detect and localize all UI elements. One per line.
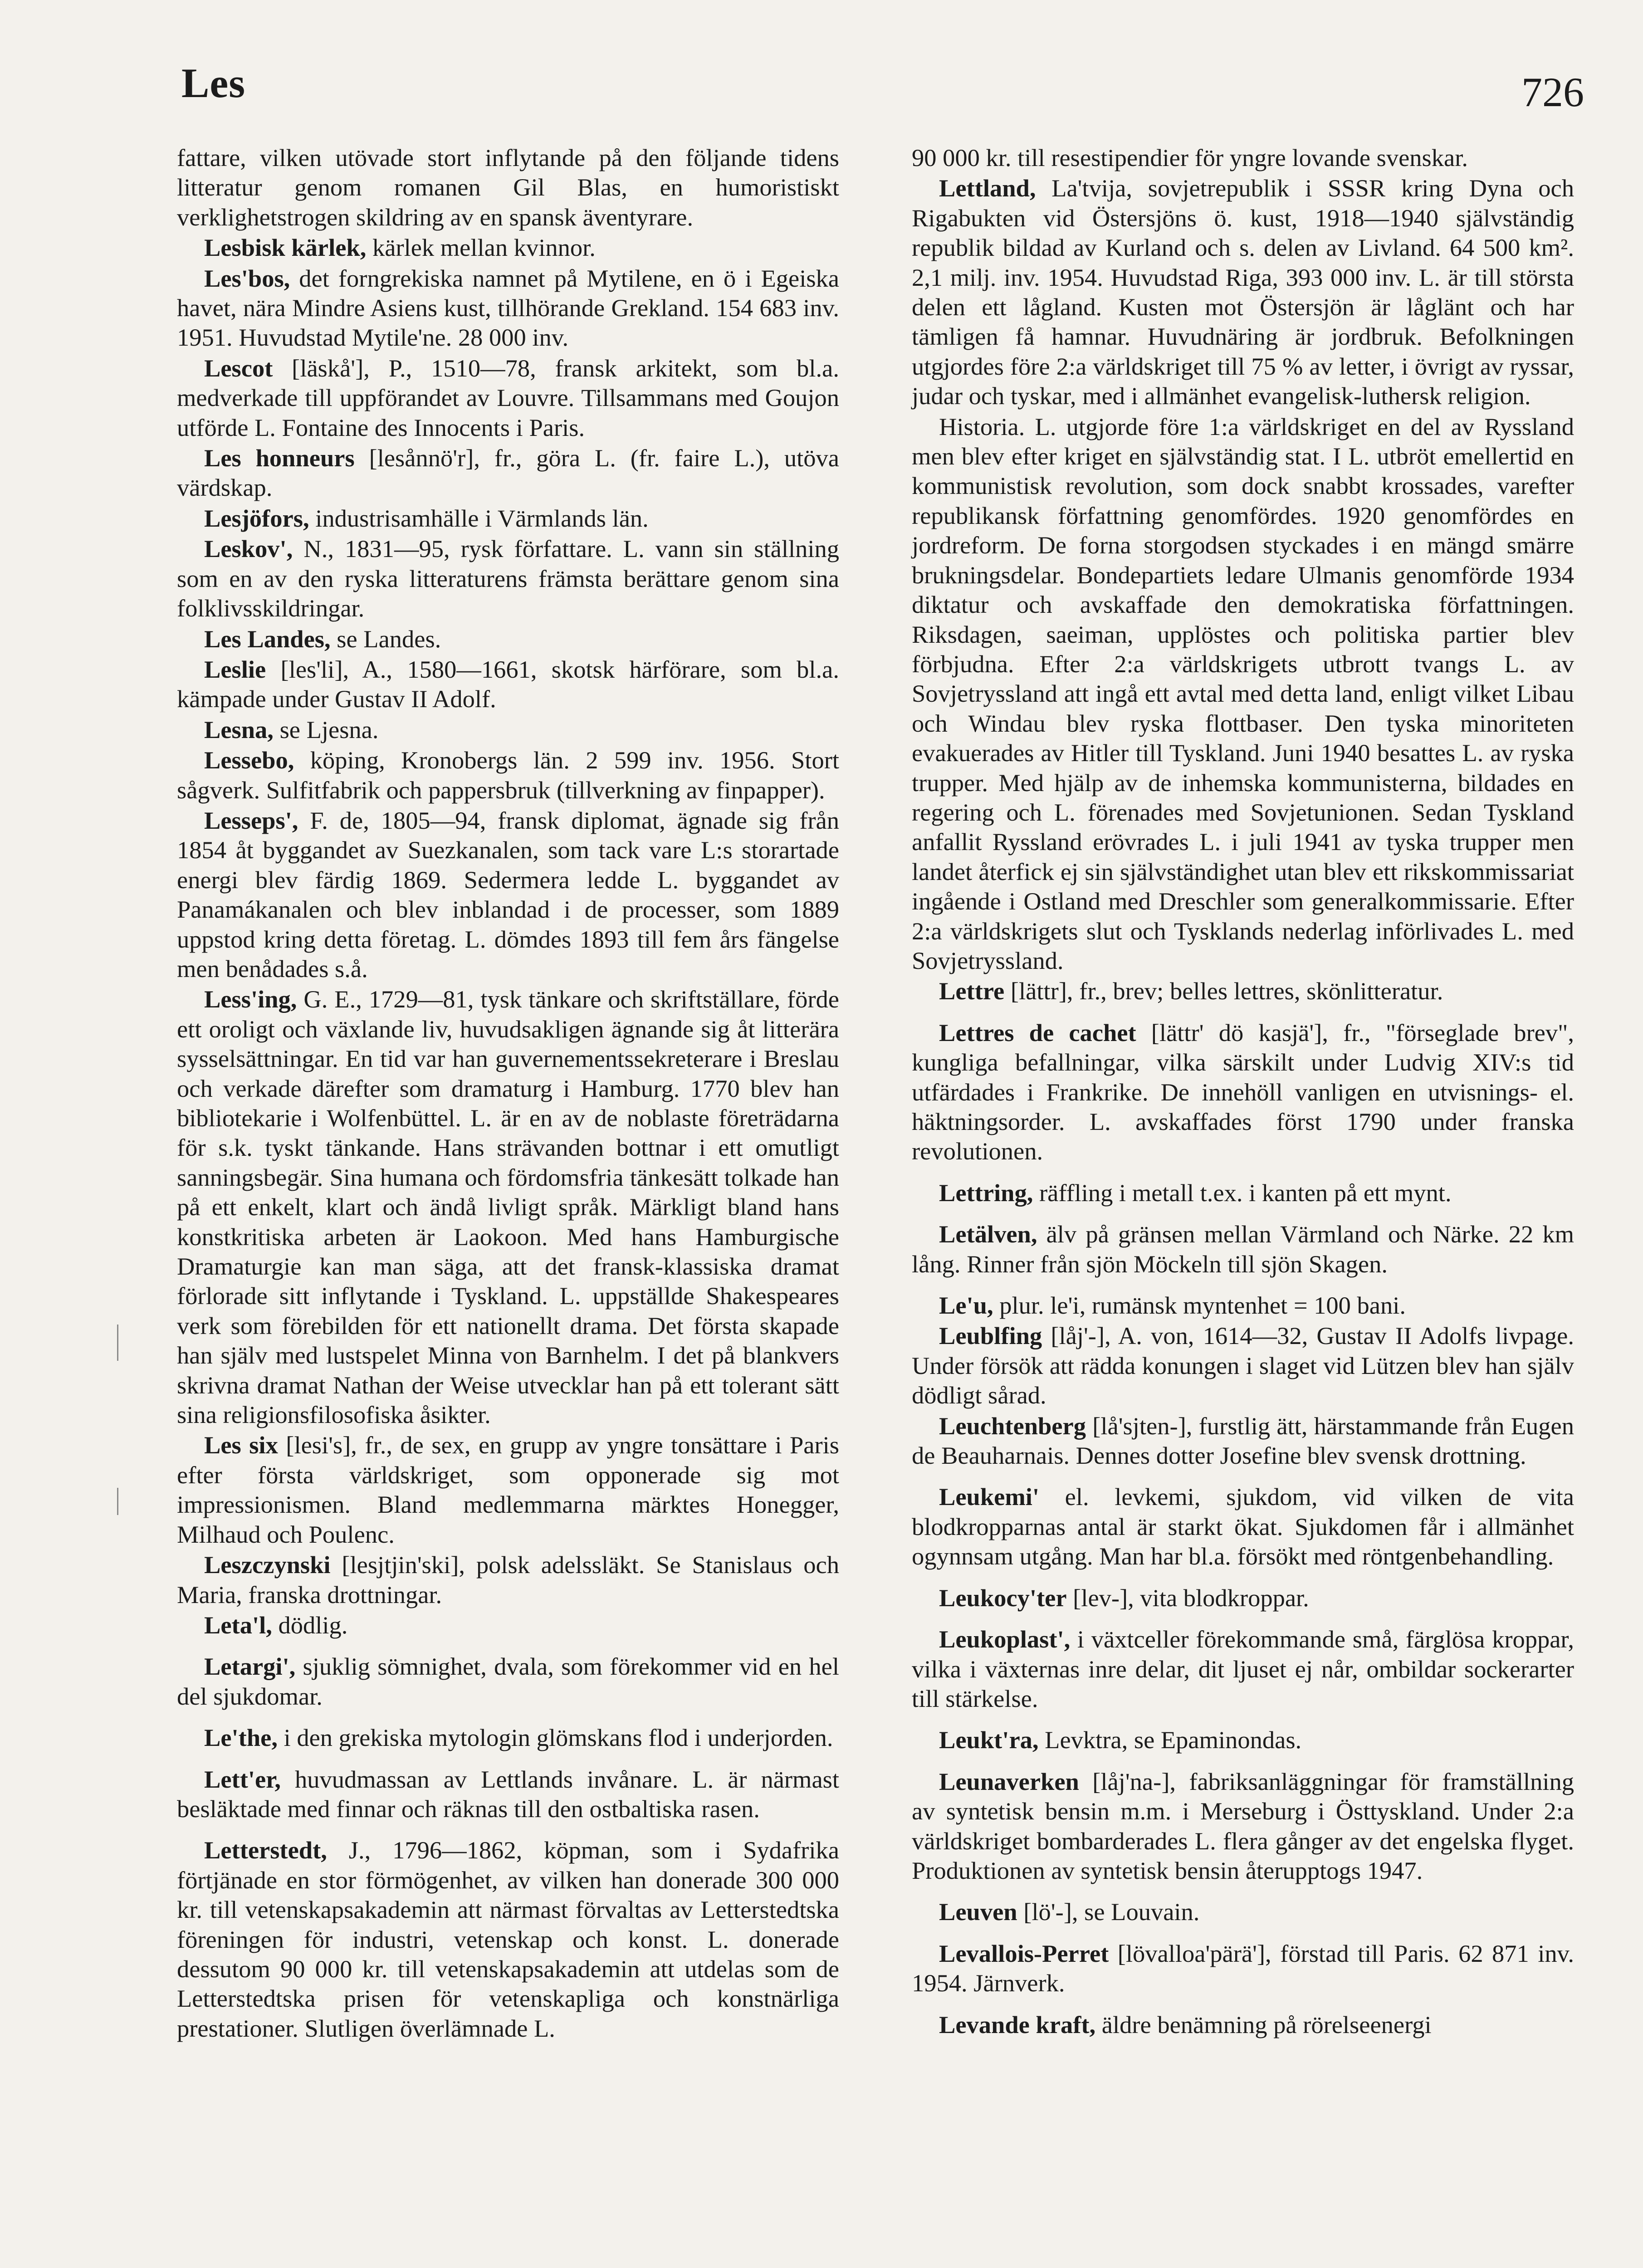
running-head: Les (181, 60, 245, 106)
entry-text: Historia. L. utgjorde före 1:a världskriget en del av Ryssland men blev efter kriget en självständig stat. I L. utbröt emellertid en kommunistisk revolution, som dock snabbt krossades, varefter republikansk författning genomfördes. 1920 genomfördes en jordreform. De forna storgodsen styckades i en mängd smärre brukningsdelar. Bondepartiets ledare Ulmanis genomförde 1934 diktatur och avskaffade den demokratiska författningen. Riksdagen, saeiman, upplöstes och politiska partier blev förbjudna. Efter 2:a världskrigets utbrott tvangs L. av Sovjetryssland att ingå ett avtal med detta land, enligt vilket Libau och Windau blev ryska flottbaser. Den tyska minoriteten evakuerades av Hitler till Tyskland. Juni 1940 besattes L. av ryska trupper. Med hjälp av de inhemska kommunisterna, bildades en regering och L. förenades med Sovjetunionen. Sedan Tyskland anfallit Ryssland erövrades L. i juli 1941 av tyska trupper men landet återfick ej sin självständighet utan blev ett rikskommissariat ingående i Ostland med Dreschler som generalkommissarie. Efter 2:a världskrigets slut och Tysklands nederlag införlivades L. med Sovjetryssland. (912, 412, 1574, 974)
entry-headword: Leunaverken (939, 1767, 1079, 1795)
dictionary-entry (177, 624, 839, 654)
dictionary-entry (177, 1652, 839, 1711)
entry-text: kärlek mellan kvinnor. (366, 234, 596, 262)
margin-mark (117, 1325, 118, 1361)
entry-headword: Les'bos, (204, 264, 290, 292)
dictionary-entry (177, 715, 839, 744)
entry-text: [lö'-], se Louvain. (1017, 1898, 1200, 1926)
entry-headword: Letälven, (939, 1220, 1037, 1248)
entry-headword: Lettland, (939, 174, 1036, 202)
dictionary-entry (177, 1723, 839, 1752)
entry-text: [les'li], A., 1580—1661, skotsk härförare, som bl.a. kämpade under Gustav II Adolf. (177, 655, 839, 713)
entry-headword: Letargi', (204, 1652, 296, 1681)
entry-headword: Le'u, (939, 1291, 993, 1320)
dictionary-entry (177, 655, 839, 714)
entry-headword: Letterstedt, (204, 1836, 327, 1864)
dictionary-entry (912, 976, 1574, 1006)
dictionary-entry (912, 2010, 1574, 2039)
margin-mark (117, 1488, 118, 1515)
dictionary-entry (912, 1178, 1574, 1207)
dictionary-entry (177, 264, 839, 352)
entry-text: [lesi's], fr., de sex, en grupp av yngre tonsättare i Paris efter första världskriget, som opponerade sig mot impressionismen. Bland medlemmarna märktes Honegger, Milhaud och Poulenc. (177, 1431, 839, 1548)
entry-text: räffling i metall t.ex. i kanten på ett mynt. (1033, 1178, 1452, 1207)
right-column (912, 143, 1574, 2040)
entry-headword: Leublfing (939, 1322, 1042, 1350)
dictionary-entry (177, 806, 839, 983)
entry-text: se Landes. (330, 625, 441, 653)
left-column (177, 143, 839, 2044)
dictionary-entry (912, 1767, 1574, 1886)
dictionary-entry (912, 1583, 1574, 1613)
entry-text: [läskå'], P., 1510—78, fransk arkitekt, som bl.a. medverkade till uppförandet av Louvre. Tillsammans med Goujon utförde L. Fontaine des Innocents i Paris. (177, 354, 839, 441)
entry-text: [låj'-], A. von, 1614—32, Gustav II Adolfs livpage. Under försök att rädda konungen i slaget vid Lützen blev han själv dödligt sårad. (912, 1322, 1574, 1409)
entry-text: i den grekiska mytologin glömskans flod i underjorden. (277, 1724, 833, 1752)
entry-headword: Less'ing, (204, 985, 297, 1013)
entry-text: fattare, vilken utövade stort inflytande på den följande tidens litteratur genom romanen Gil Blas, en humoristiskt verklighetstrogen skildring av en spansk äventyrare. (177, 144, 839, 231)
entry-text: N., 1831—95, rysk författare. L. vann sin ställning som en av den ryska litteraturens främsta berättare genom sina folklivsskildringar. (177, 535, 839, 622)
entry-text: det forngrekiska namnet på Mytilene, en ö i Egeiska havet, nära Mindre Asiens kust, tillhörande Grekland. 154 683 inv. 1951. Huvudstad Mytile'ne. 28 000 inv. (177, 264, 839, 352)
entry-headword: Lessebo, (204, 746, 294, 774)
entry-text: G. E., 1729—81, tysk tänkare och skriftställare, förde ett oroligt och växlande liv, huvudsakligen ägnande sig åt litterära sysselsättningar. En tid var han guvernementssekreterare i Breslau och verkade därefter som dramaturg i Hamburg. 1770 blev han bibliotekarie i Wolfenbüttel. L. är en av de noblaste företrädarna för s.k. tyskt tänkande. Hans strävanden bottnar i ett omutligt sanningsbegär. Sina humana och fördomsfria tänkesätt tolkade han på ett enkelt, klart och ändå livligt språk. Märkligt bland hans konstkritiska arbeten är Laokoon. Med hans Hamburgische Dramaturgie kan man säga, att det fransk-klassiska dramat förlorade sitt inflytande i Tyskland. L. uppställde Shakespeares verk som förebilden för ett nationellt drama. Det första skapade han själv med lustspelet Minna von Barnhelm. I det på blankvers skrivna dramat Nathan der Weise utvecklar han på ett tolerant sätt sina religionsfilosofiska åsikter. (177, 985, 839, 1429)
entry-headword: Lettre (939, 977, 1005, 1005)
entry-text: [låj'na-], fabriksanläggningar för framställning av syntetisk bensin m.m. i Merseburg i Östtyskland. Under 2:a världskriget bombarderades L. flera gånger av det engelska flyget. Produktionen av syntetisk bensin återupptogs 1947. (912, 1767, 1574, 1884)
entry-headword: Leukoplast', (939, 1625, 1071, 1653)
entry-text: se Ljesna. (273, 715, 379, 743)
dictionary-entry (912, 1482, 1574, 1571)
dictionary-entry (177, 443, 839, 503)
dictionary-entry (912, 412, 1574, 976)
entry-text: J., 1796—1862, köpman, som i Sydafrika förtjänade en stor förmögenhet, av vilken han donerade 300 000 kr. till vetenskapsakademin att närmast förvaltas av Letterstedtska föreningen för industri, vetenskap och konst. L. donerade dessutom 90 000 kr. till vetenskapsakademin att utdelas som de Letterstedtska prisen för vetenskapliga och konstnärliga prestationer. Slutligen överlämnade L. (177, 1836, 839, 2042)
entry-text: F. de, 1805—94, fransk diplomat, ägnade sig från 1854 åt byggandet av Suezkanalen, som tack vare L:s storartade energi blev färdig 1869. Sedermera ledde L. byggandet av Panamákanalen och blev inblandad i de processer, som 1889 uppstod kring detta företag. L. dömdes 1893 till fem års fängelse men benådades s.å. (177, 806, 839, 982)
entry-text: [lesånnö'r], fr., göra L. (fr. faire L.), utöva värdskap. (177, 444, 839, 502)
dictionary-entry (912, 1321, 1574, 1410)
entry-headword: Leskov', (204, 535, 293, 563)
entry-headword: Les six (204, 1431, 278, 1459)
entry-headword: Leukt'ra, (939, 1726, 1039, 1754)
dictionary-entry (177, 984, 839, 1429)
entry-headword: Leta'l, (204, 1611, 272, 1639)
entry-headword: Les honneurs (204, 444, 355, 472)
entry-headword: Leuchtenberg (939, 1412, 1086, 1440)
entry-text: älv på gränsen mellan Värmland och Närke. 22 km lång. Rinner från sjön Möckeln till sjön Skagen. (912, 1220, 1574, 1278)
entry-headword: Lett'er, (204, 1765, 281, 1793)
entry-headword: Leuven (939, 1898, 1017, 1926)
entry-text: [lövalloa'pärä'], förstad till Paris. 62 871 inv. 1954. Järnverk. (912, 1939, 1574, 1997)
entry-text: [lesjtjin'ski], polsk adelssläkt. Se Stanislaus och Maria, franska drottningar. (177, 1551, 839, 1608)
entry-text: el. levkemi, sjukdom, vid vilken de vita blodkropparnas antal är starkt ökat. Sjukdomen får i allmänhet ogynnsam utgång. Man har bl.a. försökt med röntgenbehandling. (912, 1483, 1574, 1570)
dictionary-entry (912, 173, 1574, 411)
entry-text: [lev-], vita blodkroppar. (1066, 1584, 1309, 1612)
dictionary-entry (912, 1411, 1574, 1471)
dictionary-entry (177, 503, 839, 533)
dictionary-entry (177, 1765, 839, 1824)
entry-text: La'tvija, sovjetrepublik i SSSR kring Dyna och Rigabukten vid Östersjöns ö. kust, 1918—1940 självständig republik bildad av Kurland och s. delen av Livland. 64 500 km². 2,1 milj. inv. 1954. Huvudstad Riga, 393 000 inv. L. är till största delen ett lågland. Kusten mot Östersjön är låglänt och har tämligen få hamnar. Huvudnäring är jordbruk. Befolkningen utgjordes före 2:a världskriget till 75 % av letter, i övrigt av ryssar, judar och tyskar, med i allmänhet evangelisk-luthersk religion. (912, 174, 1574, 410)
entry-text: 90 000 kr. till resestipendier för yngre lovande svenskar. (912, 144, 1468, 171)
entry-text: plur. le'i, rumänsk myntenhet = 100 bani. (993, 1291, 1406, 1320)
dictionary-entry (912, 1725, 1574, 1755)
dictionary-entry (177, 1430, 839, 1549)
entry-headword: Le'the, (204, 1724, 278, 1752)
dictionary-entry (912, 143, 1574, 172)
dictionary-entry (177, 143, 839, 232)
entry-headword: Leukocy'ter (939, 1584, 1067, 1612)
dictionary-entry (177, 1550, 839, 1609)
entry-headword: Levallois-Perret (939, 1939, 1109, 1967)
entry-text: i växtceller förekommande små, färglösa kroppar, vilka i växternas inre delar, dit ljuset ej når, ombildar sockerarter till stärkelse. (912, 1625, 1574, 1712)
entry-headword: Levande kraft, (939, 2010, 1096, 2038)
dictionary-entry (177, 353, 839, 442)
dictionary-entry (912, 1939, 1574, 1998)
entry-text: dödlig. (272, 1611, 348, 1639)
entry-text: [lättr], fr., brev; belles lettres, skönlitteratur. (1004, 977, 1443, 1005)
dictionary-entry (177, 1610, 839, 1640)
entry-text: sjuklig sömnighet, dvala, som förekommer vid en hel del sjukdomar. (177, 1652, 839, 1710)
dictionary-entry (177, 745, 839, 805)
page-number: 726 (1521, 69, 1584, 115)
entry-text: äldre benämning på rörelseenergi (1095, 2010, 1432, 2038)
dictionary-entry (912, 1290, 1574, 1320)
entry-headword: Lettres de cachet (939, 1018, 1136, 1046)
entry-headword: Lesbisk kärlek, (204, 234, 367, 262)
entry-text: [lättr' dö kasjä'], fr., "förseglade brev", kungliga befallningar, vilka särskilt under Ludvig XIV:s tid utfärdades i Frankrike. De innehöll vanligen en utvisnings- el. häktningsorder. L. avskaffades först 1790 under franska revolutionen. (912, 1018, 1574, 1165)
dictionary-entry (177, 233, 839, 262)
dictionary-entry (912, 1018, 1574, 1166)
dictionary-entry (912, 1624, 1574, 1713)
dictionary-entry (912, 1219, 1574, 1279)
entry-headword: Les Landes, (204, 625, 331, 653)
dictionary-entry (912, 1897, 1574, 1926)
entry-text: [lå'sjten-], furstlig ätt, härstammande från Eugen de Beauharnais. Dennes dotter Josefine blev svensk drottning. (912, 1412, 1574, 1470)
entry-headword: Lesna, (204, 715, 274, 743)
entry-text: Levktra, se Epaminondas. (1038, 1726, 1302, 1754)
dictionary-entry (177, 534, 839, 623)
entry-headword: Leszczynski (204, 1551, 331, 1579)
entry-headword: Leukemi' (939, 1483, 1040, 1511)
entry-headword: Lettring, (939, 1178, 1033, 1207)
entry-text: huvudmassan av Lettlands invånare. L. är närmast besläktade med finnar och räknas till den ostbaltiska rasen. (177, 1765, 839, 1823)
entry-text: industrisamhälle i Värmlands län. (309, 504, 649, 532)
entry-text: köping, Kronobergs län. 2 599 inv. 1956. Stort sågverk. Sulfitfabrik och pappersbruk (tillverkning av finpapper). (177, 746, 839, 804)
entry-headword: Lesjöfors, (204, 504, 309, 532)
dictionary-entry (177, 1835, 839, 2043)
entry-headword: Lescot (204, 354, 273, 382)
entry-headword: Lesseps', (204, 806, 298, 834)
entry-headword: Leslie (204, 655, 266, 683)
